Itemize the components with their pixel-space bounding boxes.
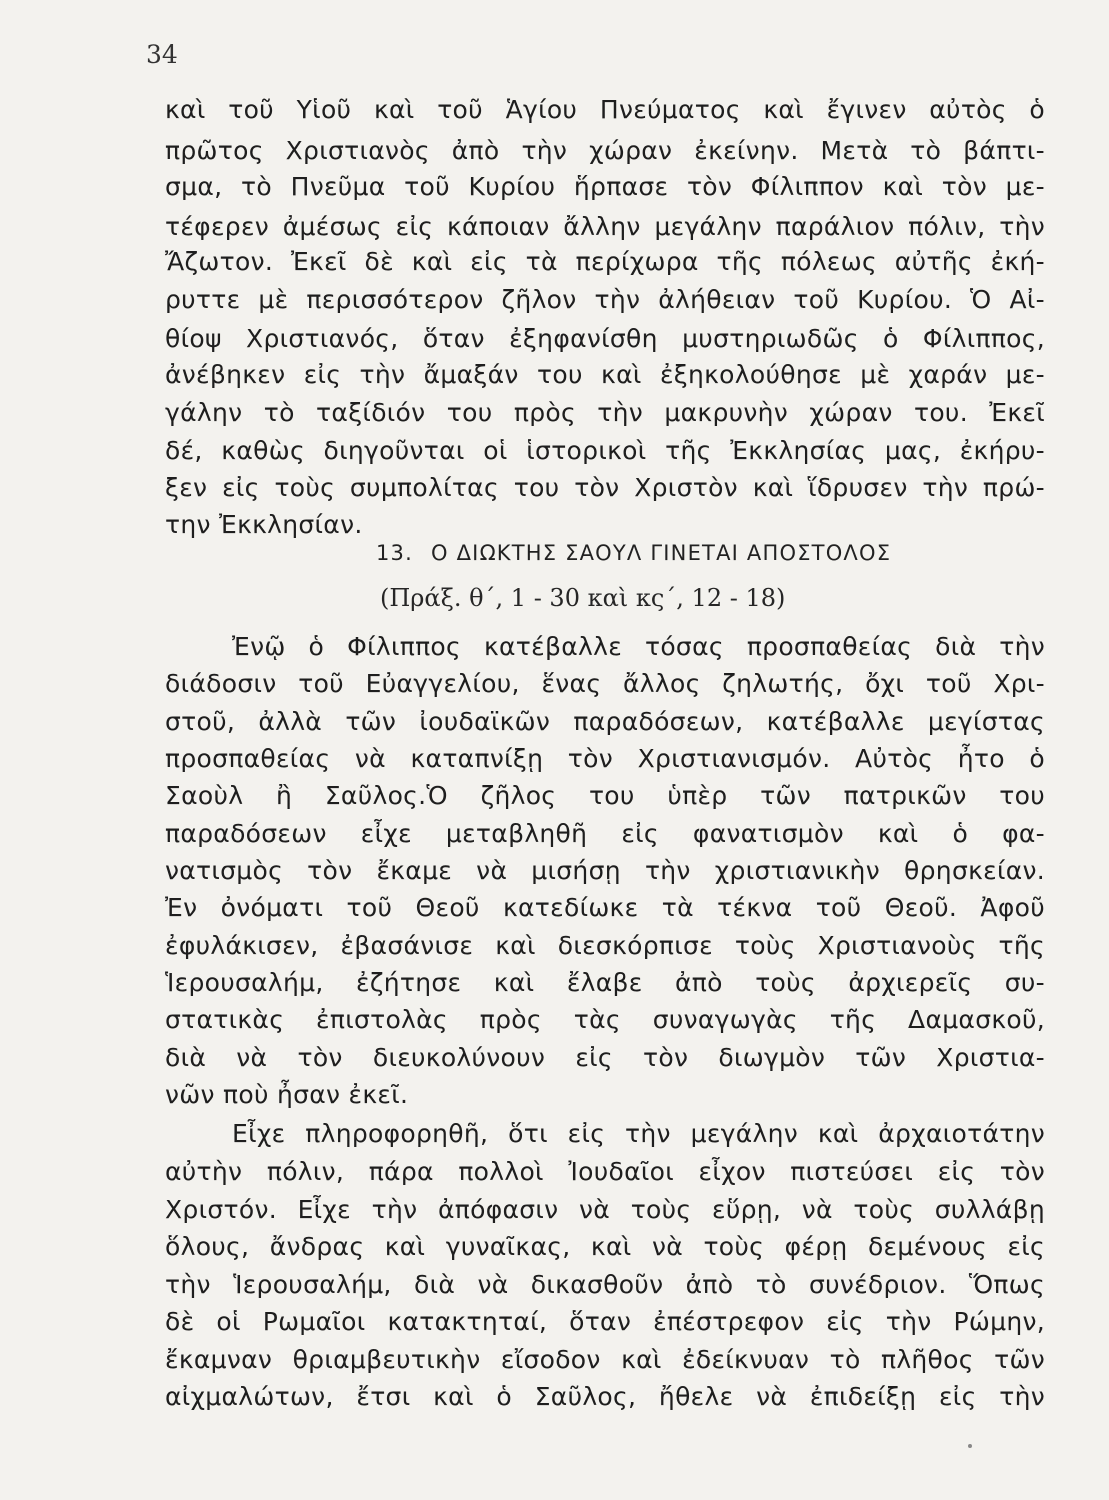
section-title: Ο ΔΙΩΚΤΗΣ ΣΑΟΥΛ ΓΙΝΕΤΑΙ ΑΠΟΣΤΟΛΟΣ	[431, 541, 892, 565]
text-line: Εἶχε πληροφορηθῆ, ὅτι εἰς τὴν μεγάλην καὶ ἀρχαιοτάτην	[232, 1119, 1045, 1148]
text-line: πρῶτος Χριστιανὸς ἀπὸ τὴν χώραν ἐκείνην. Μετὰ τὸ βάπτι-	[165, 136, 1045, 165]
text-line: στοῦ, ἀλλὰ τῶν ἰουδαϊκῶν παραδόσεων, κατέβαλλε μεγίστας	[165, 707, 1045, 736]
text-line: ἐφυλάκισεν, ἐβασάνισε καὶ διεσκόρπισε τοὺς Χριστιανοὺς τῆς	[165, 931, 1045, 960]
text-line: στατικὰς ἐπιστολὰς πρὸς τὰς συναγωγὰς τῆς Δαμασκοῦ,	[165, 1005, 1045, 1034]
section-heading	[376, 541, 891, 565]
text-line: σμα, τὸ Πνεῦμα τοῦ Κυρίου ἥρπασε τὸν Φίλιππον καὶ τὸν με-	[165, 172, 1045, 201]
text-line: παραδόσεων εἶχε μεταβληθῆ εἰς φανατισμὸν καὶ ὁ φα-	[165, 819, 1045, 848]
text-line: ρυττε μὲ περισσότερον ζῆλον τὴν ἀλήθειαν τοῦ Κυρίου. Ὁ Αἰ-	[165, 285, 1045, 314]
text-line: ἀνέβηκεν εἰς τὴν ἄμαξάν του καὶ ἐξηκολούθησε μὲ χαράν με-	[165, 360, 1045, 389]
text-line: τὴν Ἱερουσαλήμ, διὰ νὰ δικασθοῦν ἀπὸ τὸ συνέδριον. Ὅπως	[165, 1270, 1045, 1299]
text-line: νῶν ποὺ ἦσαν ἐκεῖ.	[165, 1080, 409, 1109]
text-line: αὐτὴν πόλιν, πάρα πολλοὶ Ἰουδαῖοι εἶχον πιστεύσει εἰς τὸν	[165, 1157, 1045, 1186]
text-line: δὲ οἱ Ρωμαῖοι κατακτηταί, ὅταν ἐπέστρεφον εἰς τὴν Ρώμην,	[165, 1307, 1045, 1336]
text-line: Ἐν ὀνόματι τοῦ Θεοῦ κατεδίωκε τὰ τέκνα τοῦ Θεοῦ. Ἀφοῦ	[165, 893, 1045, 922]
text-line: την Ἐκκλησίαν.	[165, 510, 363, 539]
text-line: Ἱερουσαλήμ, ἐζήτησε καὶ ἔλαβε ἀπὸ τοὺς ἀρχιερεῖς συ-	[165, 968, 1045, 997]
text-line: τέφερεν ἀμέσως εἰς κάποιαν ἄλλην μεγάλην παράλιον πόλιν, τὴν	[165, 212, 1045, 241]
text-line: διὰ νὰ τὸν διευκολύνουν εἰς τὸν διωγμὸν τῶν Χριστια-	[165, 1043, 1045, 1072]
text-line: καὶ τοῦ Υἱοῦ καὶ τοῦ Ἁγίου Πνεύματος καὶ ἔγινεν αὐτὸς ὁ	[165, 95, 1045, 124]
scripture-reference: (Πράξ. θ΄, 1 - 30 καὶ κς΄, 12 - 18)	[380, 584, 786, 612]
text-line: ξεν εἰς τοὺς συμπολίτας του τὸν Χριστὸν καὶ ἵδρυσεν τὴν πρώ-	[165, 473, 1045, 502]
text-line: γάλην τὸ ταξίδιόν του πρὸς τὴν μακρυνὴν χώραν του. Ἐκεῖ	[165, 398, 1045, 427]
text-line: αἰχμαλώτων, ἔτσι καὶ ὁ Σαῦλος, ἤθελε νὰ ἐπιδείξῃ εἰς τὴν	[165, 1382, 1045, 1411]
text-line: νατισμὸς τὸν ἔκαμε νὰ μισήσῃ τὴν χριστιανικὴν θρησκείαν.	[165, 856, 1045, 885]
text-line: ἔκαμναν θριαμβευτικὴν εἴσοδον καὶ ἐδείκνυαν τὸ πλῆθος τῶν	[165, 1345, 1045, 1374]
text-line: Χριστόν. Εἶχε τὴν ἀπόφασιν νὰ τοὺς εὕρῃ, νὰ τοὺς συλλάβῃ	[165, 1195, 1045, 1224]
section-number: 13.	[376, 541, 413, 565]
text-line: διάδοσιν τοῦ Εὐαγγελίου, ἕνας ἄλλος ζηλωτής, ὄχι τοῦ Χρι-	[165, 669, 1045, 698]
text-line: δέ, καθὼς διηγοῦνται οἱ ἱστορικοὶ τῆς Ἐκκλησίας μας, ἐκήρυ-	[165, 436, 1045, 465]
text-line: Ἐνῷ ὁ Φίλιππος κατέβαλλε τόσας προσπαθείας διὰ τὴν	[232, 632, 1045, 661]
text-line: θίοψ Χριστιανός, ὅταν ἐξηφανίσθη μυστηριωδῶς ὁ Φίλιππος,	[165, 324, 1045, 353]
text-line: ὅλους, ἄνδρας καὶ γυναῖκας, καὶ νὰ τοὺς φέρῃ δεμένους εἰς	[165, 1232, 1045, 1261]
text-line: Σαοὺλ ἢ Σαῦλος.Ὁ ζῆλος του ὑπὲρ τῶν πατρικῶν του	[165, 781, 1045, 810]
text-line: προσπαθείας νὰ καταπνίξῃ τὸν Χριστιανισμόν. Αὐτὸς ἦτο ὁ	[165, 744, 1045, 773]
paper-speck	[968, 1444, 972, 1448]
page-number: 34	[146, 40, 178, 69]
text-line: Ἄζωτον. Ἐκεῖ δὲ καὶ εἰς τὰ περίχωρα τῆς πόλεως αὐτῆς ἐκή-	[165, 247, 1045, 276]
